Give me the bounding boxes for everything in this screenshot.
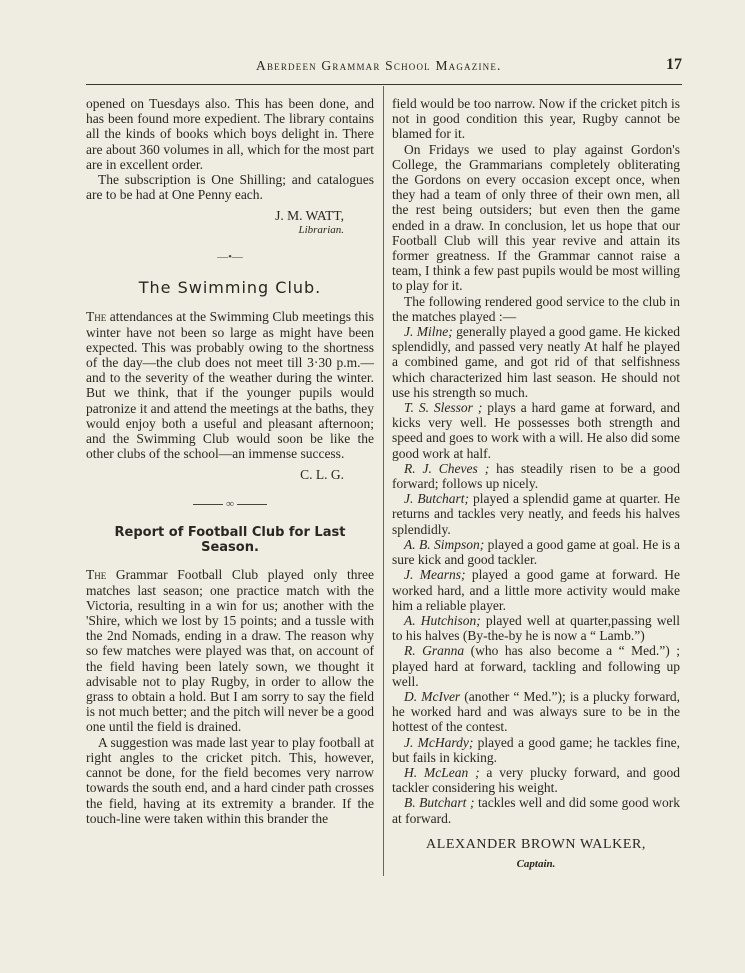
player-description: played a splendid game at quarter. He returns and tackles very neatly, and feeds his halves splendidly. [392,491,680,537]
player-entry [392,461,680,491]
right-paragraph-3: The following rendered good service to the club in the matches played :— [392,293,680,324]
football-lead-word: The [86,567,107,583]
player-description: generally played a good game. He kicked splendidly, and passed very neatly At half he played a combined game, and got rid of that selfishness which characterized him last season. He should not use his strength so much. [392,324,680,400]
football-report-title: Report of Football Club for Last Season. [114,525,346,556]
player-entry [392,795,680,825]
player-entry [392,689,680,735]
swimming-signature: C. L. G. [300,467,344,483]
player-name: B. Butchart ; [404,795,475,811]
ornament-divider-1: —•— [217,251,243,264]
swimming-club-paragraph [86,309,374,461]
right-paragraph-1: field would be too narrow. Now if the cricket pitch is not in good condition this year, Rugby cannot be blamed for it. [392,96,680,142]
player-description: played a good game; he tackles fine, but fails in kicking. [392,734,680,765]
ornament-divider-2: ∞ [86,497,374,511]
player-description: (who has also become a “ Med.”) ; played hard at forward, tackling and following up well. [392,643,681,689]
swimming-text: attendances at the Swimming Club meetings this winter have not been so large as might have been expected. This was probably owing to the shortness of the day—the club does not meet till 3·30 p.m.—and to the severity of the weather during the winter. But we think, that if the younger pupils would patronize it and attend the meetings at the baths, they would enjoy both a useful and pleasant afternoon; and the Swimming Club would soon be like the other clubs of the school—an immense success. [86,309,374,462]
player-name: R. Granna [404,643,465,659]
page-header [86,56,682,82]
player-name: T. S. Slessor ; [404,400,483,416]
player-entry [392,537,680,567]
player-name: A. Hutchison; [404,612,481,628]
librarian-signature: J. M. WATT, [275,208,344,224]
player-entry [392,613,680,643]
column-divider [383,86,384,876]
player-entry [392,324,680,400]
player-name: J. Butchart; [404,491,470,507]
football-text-1: Grammar Football Club played only three matches last season; one practice match with the Victoria, resulting in a win for us; another with the 'Shire, which we lost by 15 points; and a tussle with the 2nd Nomads, ending in a draw. The reason why so few matches were played was that, on account of the field having been lately sown, we thought it advisable not to play Rugby, in order to allow the grass to obtain a hold. But I am sorry to say the field is not much better; and the pitch will never be a good one until the field is drained. [86,567,374,735]
player-name: J. Mearns; [404,567,466,583]
player-name: H. McLean ; [404,764,480,780]
player-name: A. B. Simpson; [404,536,485,552]
players-list [392,324,680,826]
library-paragraph-1: opened on Tuesdays also. This has been done, and has been found more expedient. The library contains all the kinds of books which boys delight in. There are about 360 volumes in all, which for the most part are in excellent order. [86,96,374,172]
library-paragraph-2: The subscription is One Shilling; and catalogues are to be had at One Penny each. [86,172,374,203]
captain-signature: ALEXANDER BROWN WALKER, [425,836,647,852]
player-description: played a good game at forward. He worked hard, and a little more activity would make him a reliable player. [392,567,680,613]
header-rule [86,84,682,85]
player-description: (another “ Med.”); is a plucky forward, he worked hard and was always sure to be in the hottest of the contest. [392,688,680,735]
right-paragraph-2: On Fridays we used to play against Gordon's College, the Grammarians completely obliterating the Gordons on every occasion except once, when they had a team of only three of their own men, all the rest being outsiders; but even then the game ended in a draw. In conclusion, let us hope that our Football Club will this year revive and attain its former greatness. If the Grammar cannot raise a team, I think a few past pupils would be most willing to play for it. [392,141,680,294]
swimming-club-title: The Swimming Club. [138,278,322,298]
player-description: has steadily risen to be a good forward; follows up nicely. [392,460,680,492]
player-description: a very plucky forward, and good tackler considering his weight. [392,764,680,796]
player-entry [392,491,680,537]
captain-role: Captain. [516,857,556,870]
player-name: J. McHardy; [404,734,474,750]
left-column [86,96,374,826]
right-column [392,96,680,870]
football-paragraph-2: A suggestion was made last year to play football at right angles to the cricket pitch. This, however, cannot be done, for the field becomes very narrow towards the south end, and a hard cinder path crosses the field, having at its extremity a brander. If the touch-line were taken within this brander the [86,734,374,826]
player-description: played a good game at goal. He is a sure kick and good tackler. [392,536,681,568]
player-entry [392,567,680,613]
player-description: played well at quarter,passing well to his halves (By-the-by he is now a “ Lamb.”) [392,612,680,644]
player-name: R. J. Cheves ; [404,460,490,476]
player-description: tackles well and did some good work at forward. [392,795,680,826]
player-name: D. McIver [404,688,461,704]
player-entry [392,765,680,795]
player-entry [392,735,680,765]
player-entry [392,643,680,689]
page-number: 17 [666,56,682,73]
player-entry [392,400,680,461]
librarian-role: Librarian. [298,224,344,237]
swimming-lead-word: The [86,309,107,325]
magazine-title: Aberdeen Grammar School Magazine. [256,58,502,73]
player-description: plays a hard game at forward, and kicks very well. He possesses both strength and speed and goes to work with a will. He also did some good work at half. [392,400,680,461]
football-paragraph-1 [86,567,374,734]
player-name: J. Milne; [404,324,453,340]
